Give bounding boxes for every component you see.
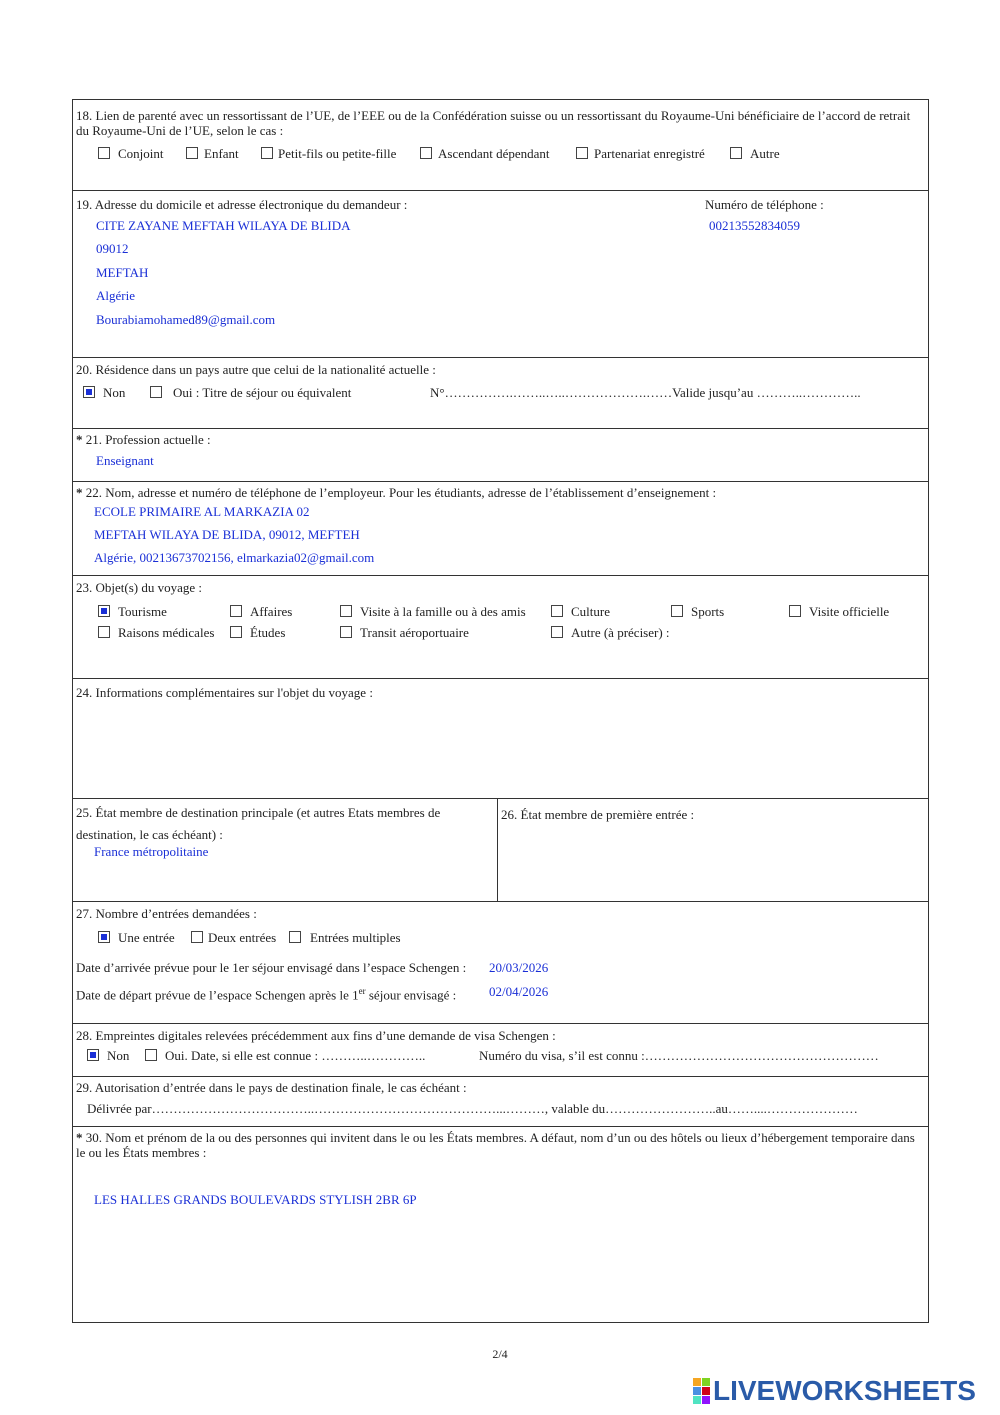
s19-address-line[interactable]: 09012 <box>96 241 129 256</box>
s18-ascendant-label: Ascendant dépendant <box>438 146 550 161</box>
section-24[interactable] <box>73 679 928 799</box>
s20-non-label: Non <box>103 385 126 400</box>
required-star: * <box>76 485 83 500</box>
s20-label: 20. Résidence dans un pays autre que celui de la nationalité actuelle : <box>76 362 436 377</box>
s21-label <box>76 432 211 447</box>
section-30 <box>73 1127 928 1324</box>
s27-depart-label-b: séjour envisagé : <box>365 987 457 1003</box>
s27-une-entree-checkbox[interactable] <box>98 931 110 943</box>
section-18 <box>73 100 928 191</box>
s19-phone-value[interactable]: 00213552834059 <box>709 218 800 233</box>
s21-label-text: 21. Profession actuelle : <box>85 432 211 447</box>
s27-deux-entrees-label: Deux entrées <box>208 930 277 945</box>
s18-autre-label: Autre <box>750 146 780 161</box>
page-number: 2/4 <box>492 1347 508 1361</box>
column-divider <box>497 799 498 901</box>
s18-enfant-label: Enfant <box>204 146 239 161</box>
s23-sports-label: Sports <box>691 604 725 619</box>
s28-non-checkbox[interactable] <box>87 1049 99 1061</box>
s23-sports-checkbox[interactable] <box>671 605 683 617</box>
logo-text: LIVEWORKSHEETS <box>713 1375 976 1406</box>
s23-autre-checkbox[interactable] <box>551 626 563 638</box>
s23-culture-label: Culture <box>571 604 610 619</box>
s23-visite-famille-label: Visite à la famille ou à des amis <box>360 604 526 619</box>
s22-line[interactable]: ECOLE PRIMAIRE AL MARKAZIA 02 <box>94 504 310 519</box>
s30-label <box>76 1130 916 1160</box>
s23-visite-famille-checkbox[interactable] <box>340 605 352 617</box>
s23-label: 23. Objet(s) du voyage : <box>76 580 203 595</box>
s18-partenariat-checkbox[interactable] <box>576 147 588 159</box>
s24-label: 24. Informations complémentaires sur l'objet du voyage : <box>76 685 373 700</box>
s18-autre-checkbox[interactable] <box>730 147 742 159</box>
s22-line[interactable]: MEFTAH WILAYA DE BLIDA, 09012, MEFTEH <box>94 527 360 542</box>
s26-label: 26. État membre de première entrée : <box>501 807 695 822</box>
s20-numero-field[interactable]: N°…………….……..…..……………….……Valide jusqu’au ………..………….. <box>430 385 861 400</box>
s27-depart-sup: er <box>358 986 366 996</box>
s23-raisons-medicales-checkbox[interactable] <box>98 626 110 638</box>
section-19 <box>73 191 928 358</box>
s19-phone-label: Numéro de téléphone : <box>705 197 824 212</box>
s19-label: 19. Adresse du domicile et adresse électronique du demandeur : <box>76 197 408 212</box>
visa-form <box>72 99 929 1323</box>
s23-culture-checkbox[interactable] <box>551 605 563 617</box>
liveworksheets-logo[interactable] <box>693 1374 976 1408</box>
s28-label: 28. Empreintes digitales relevées précédemment aux fins d’une demande de visa Schengen : <box>76 1028 556 1043</box>
section-27 <box>73 902 928 1024</box>
s18-label: 18. Lien de parenté avec un ressortissant de l’UE, de l’EEE ou de la Confédération suisse ou un ressortissant du Royaume-Uni bénéficiaire de l’accord de retrait du Royaume-Uni de l’UE, selon le cas : <box>76 108 911 138</box>
s18-petit-fils-checkbox[interactable] <box>261 147 273 159</box>
s27-deux-entrees-checkbox[interactable] <box>191 931 203 943</box>
s18-petit-fils-label: Petit-fils ou petite-fille <box>278 146 397 161</box>
s23-tourisme-checkbox[interactable] <box>98 605 110 617</box>
s29-label: 29. Autorisation d’entrée dans le pays de destination finale, le cas échéant : <box>76 1080 467 1095</box>
s29-line[interactable]: Délivrée par………………………………..……………………………………...………, valable du……………………..au……....………………… <box>87 1101 858 1116</box>
liveworksheets-icon <box>693 1378 710 1404</box>
required-star: * <box>76 1130 83 1145</box>
section-21 <box>73 429 928 482</box>
section-25-26 <box>73 799 928 902</box>
s19-email[interactable]: Bourabiamohamed89@gmail.com <box>96 312 276 327</box>
s25-value[interactable]: France métropolitaine <box>94 844 209 859</box>
s19-address-line[interactable]: MEFTAH <box>96 265 149 280</box>
s23-affaires-checkbox[interactable] <box>230 605 242 617</box>
s22-line[interactable]: Algérie, 00213673702156, elmarkazia02@gmail.com <box>94 550 375 565</box>
s30-value[interactable]: LES HALLES GRANDS BOULEVARDS STYLISH 2BR 6P <box>94 1192 417 1207</box>
s27-arrival-value[interactable]: 20/03/2026 <box>489 960 549 975</box>
s23-etudes-checkbox[interactable] <box>230 626 242 638</box>
s23-transit-checkbox[interactable] <box>340 626 352 638</box>
s30-label-text: 30. Nom et prénom de la ou des personnes qui invitent dans le ou les États membres. A défaut, nom d’un ou des hôtels ou lieux d’hébergement temporaire dans le ou les États membres : <box>76 1130 915 1160</box>
s23-raisons-medicales-label: Raisons médicales <box>118 625 215 640</box>
s28-oui-label: Oui. Date, si elle est connue : ………..………….. <box>165 1048 426 1063</box>
s18-enfant-checkbox[interactable] <box>186 147 198 159</box>
s18-ascendant-checkbox[interactable] <box>420 147 432 159</box>
s27-multiples-label: Entrées multiples <box>310 930 401 945</box>
s27-multiples-checkbox[interactable] <box>289 931 301 943</box>
s25-label-line2: destination, le cas échéant) : <box>76 827 223 842</box>
s27-une-entree-label: Une entrée <box>118 930 175 945</box>
s27-depart-value[interactable]: 02/04/2026 <box>489 984 549 999</box>
s23-visite-officielle-checkbox[interactable] <box>789 605 801 617</box>
s23-etudes-label: Études <box>250 625 286 640</box>
s25-label-line1: 25. État membre de destination principale (et autres Etats membres de <box>76 805 441 820</box>
s18-conjoint-label: Conjoint <box>118 146 164 161</box>
s23-affaires-label: Affaires <box>250 604 293 619</box>
required-star: * <box>76 432 83 447</box>
s28-non-label: Non <box>107 1048 130 1063</box>
s23-transit-label: Transit aéroportuaire <box>360 625 469 640</box>
section-20 <box>73 358 928 429</box>
s23-visite-officielle-label: Visite officielle <box>809 604 890 619</box>
s27-label: 27. Nombre d’entrées demandées : <box>76 906 257 921</box>
s19-address-line[interactable]: Algérie <box>96 288 135 303</box>
s28-oui-checkbox[interactable] <box>145 1049 157 1061</box>
s20-oui-checkbox[interactable] <box>150 386 162 398</box>
s20-non-checkbox[interactable] <box>83 386 95 398</box>
s18-partenariat-label: Partenariat enregistré <box>594 146 705 161</box>
s18-conjoint-checkbox[interactable] <box>98 147 110 159</box>
s22-label <box>76 485 716 500</box>
s27-arrival-label: Date d’arrivée prévue pour le 1er séjour envisagé dans l’espace Schengen : <box>76 960 467 975</box>
s21-value[interactable]: Enseignant <box>96 453 154 468</box>
section-29 <box>73 1077 928 1127</box>
s27-depart-label <box>76 984 456 1002</box>
s23-tourisme-label: Tourisme <box>118 604 167 619</box>
s28-visa-number[interactable]: Numéro du visa, s’il est connu :……………………………………………… <box>479 1048 879 1063</box>
s27-depart-label-a: Date de départ prévue de l’espace Schengen après le 1 <box>76 987 359 1003</box>
section-22 <box>73 482 928 576</box>
section-28 <box>73 1024 928 1077</box>
s19-address-line[interactable]: CITE ZAYANE MEFTAH WILAYA DE BLIDA <box>96 218 351 233</box>
section-23 <box>73 576 928 679</box>
s23-autre-label: Autre (à préciser) : <box>571 625 670 640</box>
s20-oui-label: Oui : Titre de séjour ou équivalent <box>173 385 352 400</box>
s22-label-text: 22. Nom, adresse et numéro de téléphone de l’employeur. Pour les étudiants, adresse de l’établissement d’enseignement : <box>85 485 717 500</box>
